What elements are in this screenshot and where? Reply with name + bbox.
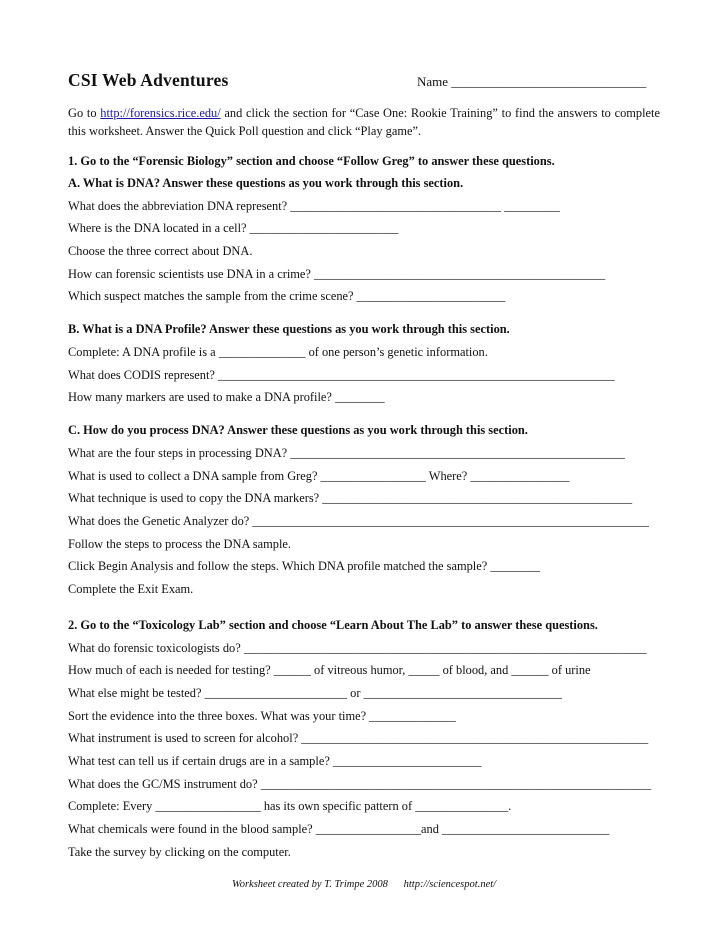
worksheet-page	[68, 64, 660, 864]
question-item: How can forensic scientists use DNA in a crime? _______________________________________________	[68, 266, 606, 281]
subsection-heading: B. What is a DNA Profile? Answer these questions as you work through this section.	[68, 322, 510, 337]
question-item: Where is the DNA located in a cell? ________________________	[68, 221, 399, 236]
intro-paragraph	[68, 104, 660, 140]
question-item: What technique is used to copy the DNA markers? __________________________________________________	[68, 491, 633, 506]
section-heading: 1. Go to the “Forensic Biology” section and choose “Follow Greg” to answer these questions.	[68, 154, 555, 168]
subsection-dna-profile	[68, 319, 660, 409]
question-item: How many markers are used to make a DNA profile? ________	[68, 390, 385, 405]
section-forensic-biology	[68, 151, 660, 308]
forensics-link[interactable]: http://forensics.rice.edu/	[100, 106, 221, 120]
question-item: Complete the Exit Exam.	[68, 582, 194, 597]
question-item: What does the abbreviation DNA represent? __________________________________ _________	[68, 198, 560, 213]
question-item: Follow the steps to process the DNA sample.	[68, 536, 292, 551]
intro-text-after: and click the section for “Case One: Rookie Training” to find the answers to complete this worksheet. Answer the Quick Poll question and click “Play game”.	[68, 106, 660, 138]
question-item: What does the GC/MS instrument do? _______________________________________________________________	[68, 776, 652, 791]
question-item: What does the Genetic Analyzer do? ________________________________________________________________	[68, 513, 649, 528]
footer	[0, 879, 728, 890]
section-heading: 2. Go to the “Toxicology Lab” section and choose “Learn About The Lab” to answer these questions.	[68, 617, 598, 632]
question-item: What do forensic toxicologists do? _________________________________________________________________	[68, 640, 647, 655]
question-item: Complete: A DNA profile is a ______________ of one person’s genetic information.	[68, 344, 488, 359]
question-item: What else might be tested? _______________________ or ________________________________	[68, 685, 562, 700]
footer-credit: Worksheet created by T. Trimpe 2008	[231, 879, 388, 890]
question-item: What is used to collect a DNA sample from Greg? _________________ Where? ________________	[68, 468, 570, 483]
question-item: Choose the three correct about DNA.	[68, 244, 253, 258]
question-item: What instrument is used to screen for alcohol? ________________________________________________________	[68, 731, 649, 746]
subsection-process-dna	[68, 420, 660, 601]
header	[68, 64, 660, 94]
question-item: Sort the evidence into the three boxes. What was your time? ______________	[68, 708, 456, 723]
section-toxicology-lab	[68, 615, 660, 864]
question-item: Which suspect matches the sample from the crime scene? ________________________	[68, 289, 506, 304]
subsection-heading: C. How do you process DNA? Answer these questions as you work through this section.	[68, 423, 528, 438]
subsection-heading: A. What is DNA? Answer these questions as you work through this section.	[68, 175, 464, 190]
page-title: CSI Web Adventures	[68, 70, 229, 90]
name-field-label: Name ______________________________	[417, 74, 647, 89]
question-item: What are the four steps in processing DNA? ______________________________________________________	[68, 445, 625, 460]
question-item: What test can tell us if certain drugs are in a sample? ________________________	[68, 754, 482, 769]
question-item: How much of each is needed for testing? ______ of vitreous humor, _____ of blood, and ______ of urine	[68, 663, 591, 678]
footer-url: http://sciencespot.net/	[403, 879, 497, 890]
question-item: Take the survey by clicking on the computer.	[68, 844, 291, 859]
question-item: What chemicals were found in the blood sample? _________________and ___________________________	[68, 822, 610, 837]
question-item: Complete: Every _________________ has its own specific pattern of _______________.	[68, 799, 512, 814]
question-item: Click Begin Analysis and follow the steps. Which DNA profile matched the sample? ________	[68, 559, 540, 574]
question-item: What does CODIS represent? ________________________________________________________________	[68, 367, 615, 382]
intro-text-before: Go to	[68, 106, 101, 120]
